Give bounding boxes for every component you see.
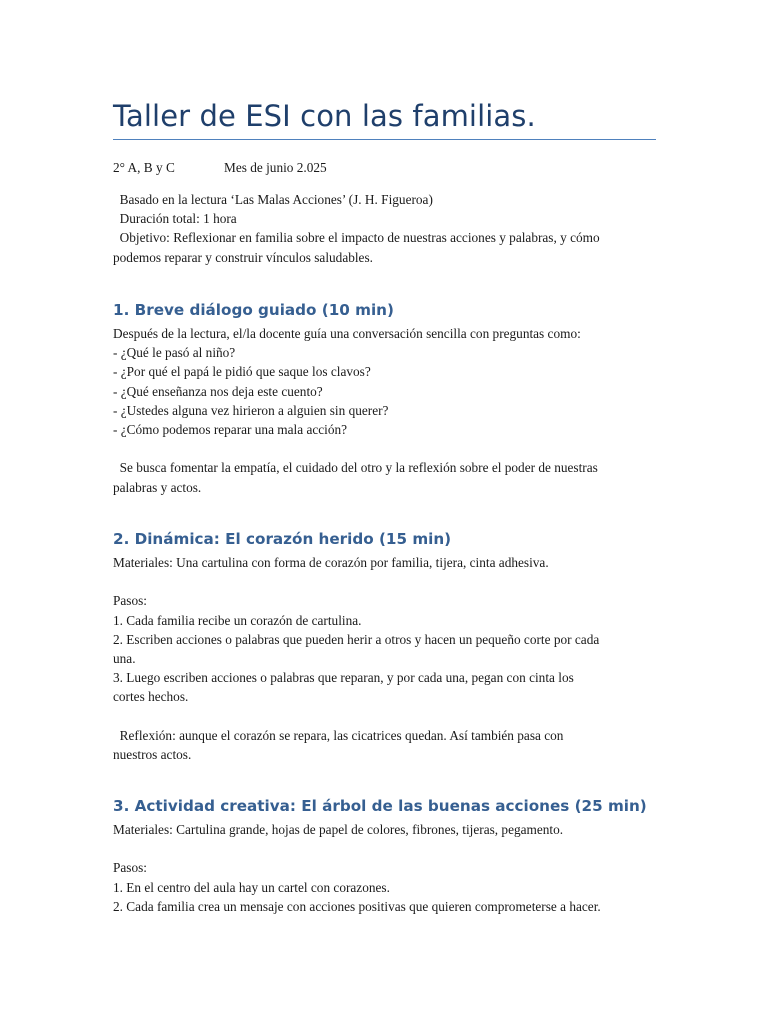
section2-reflection-line2: nuestros actos.: [113, 747, 192, 762]
objective-text-line2: podemos reparar y construir vínculos saludables.: [113, 249, 373, 265]
section2-body: [113, 553, 658, 764]
section3-heading: 3. Actividad creativa: El árbol de las buenas acciones (25 min): [113, 797, 647, 815]
section2-step3-line1: 3. Luego escriben acciones o palabras que reparan, y por cada una, pegan con cinta los: [113, 670, 574, 686]
question-item: - ¿Por qué el papá le pidió que saque los clavos?: [113, 364, 371, 380]
intro-block: [113, 190, 658, 267]
section3-body: [113, 820, 658, 916]
section2-step2-line2: una.: [113, 651, 136, 666]
duration-text: Duración total: 1 hora: [113, 211, 237, 227]
blank-line: [113, 439, 658, 458]
document-title: Taller de ESI con las familias.: [113, 99, 536, 133]
section3-step2: 2. Cada familia crea un mensaje con acciones positivas que quieren comprometerse a hacer.: [113, 898, 601, 914]
objective-text-line1: Objetivo: Reflexionar en familia sobre el impacto de nuestras acciones y palabras, y cómo: [113, 230, 600, 246]
question-item: - ¿Qué enseñanza nos deja este cuento?: [113, 383, 323, 399]
section2-reflection-line1: Reflexión: aunque el corazón se repara, las cicatrices quedan. Así también pasa con: [113, 727, 564, 743]
section3-step1: 1. En el centro del aula hay un cartel con corazones.: [113, 879, 390, 895]
blank-line: [113, 572, 658, 591]
grades-text: 2° A, B y C: [113, 160, 175, 175]
section1-closing-line2: palabras y actos.: [113, 479, 202, 495]
question-item: - ¿Qué le pasó al niño?: [113, 345, 236, 361]
section2-step2-line1: 2. Escriben acciones o palabras que pueden herir a otros y hacen un pequeño corte por cada: [113, 631, 600, 647]
blank-line: [113, 707, 658, 726]
section3-steps-label: Pasos:: [113, 860, 147, 876]
section1-closing-line1: Se busca fomentar la empatía, el cuidado del otro y la reflexión sobre el poder de nuestras: [113, 460, 598, 476]
section1-lead: Después de la lectura, el/la docente guía una conversación sencilla con preguntas como:: [113, 326, 581, 341]
section2-steps-label: Pasos:: [113, 593, 147, 609]
document-page: [113, 0, 658, 1024]
section2-heading: 2. Dinámica: El corazón herido (15 min): [113, 530, 452, 548]
question-item: - ¿Ustedes alguna vez hirieron a alguien sin querer?: [113, 402, 389, 418]
title-underline: [113, 139, 656, 140]
course-info: [113, 158, 327, 177]
based-on-text: Basado en la lectura ‘Las Malas Acciones’ (J. H. Figueroa): [113, 192, 433, 207]
date-text: Mes de junio 2.025: [224, 160, 327, 175]
section2-materials: Materiales: Una cartulina con forma de corazón por familia, tijera, cinta adhesiva.: [113, 555, 549, 570]
section1-heading: 1. Breve diálogo guiado (10 min): [113, 301, 394, 319]
section2-step3-line2: cortes hechos.: [113, 689, 189, 705]
section1-body: [113, 324, 658, 497]
question-item: - ¿Cómo podemos reparar una mala acción?: [113, 422, 348, 438]
section2-step1: 1. Cada familia recibe un corazón de cartulina.: [113, 612, 362, 628]
section3-materials: Materiales: Cartulina grande, hojas de papel de colores, fibrones, tijeras, pegamento.: [113, 822, 564, 837]
blank-line: [113, 839, 658, 858]
